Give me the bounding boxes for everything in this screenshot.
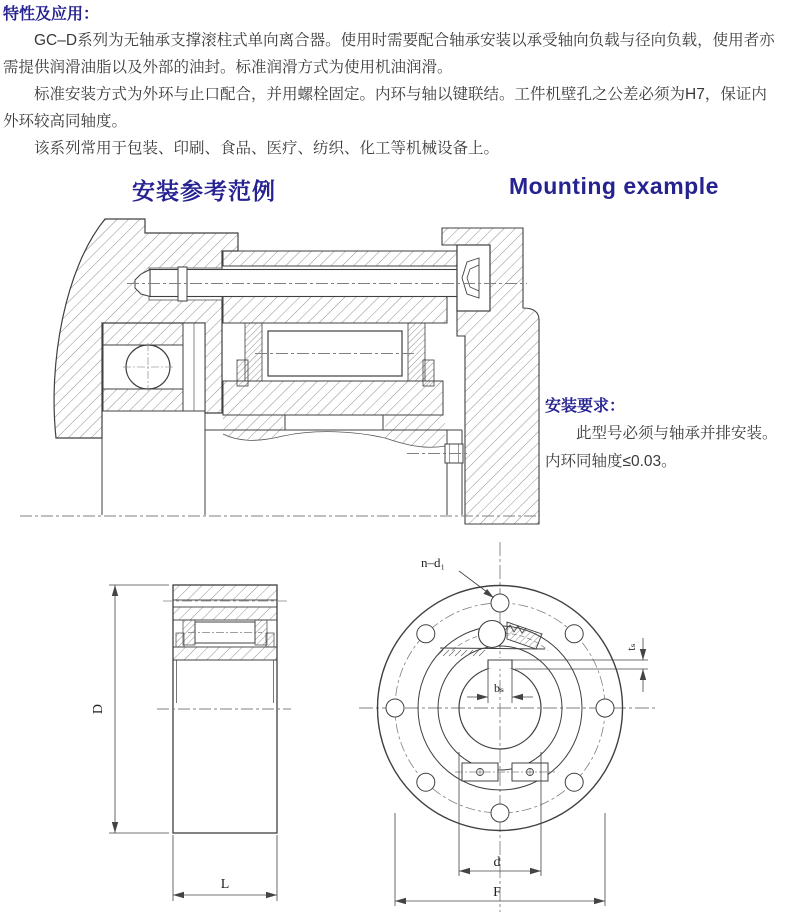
intro-line-4: 外环较高同轴度。: [3, 113, 128, 130]
shaft-key: [285, 415, 383, 430]
support-bearing: [103, 323, 183, 411]
label-length: L: [220, 877, 230, 892]
side-view-drawing: [85, 555, 305, 913]
mounting-example-drawing: [15, 208, 545, 538]
label-keyway-depth: tₛ: [624, 643, 638, 651]
label-pitch-circle: F: [493, 885, 501, 900]
mounting-requirements: [545, 394, 795, 476]
mounting-requirements-line-2: 内环同轴度≤0.03。: [545, 453, 677, 470]
section-title-zh: 安装参考范例: [132, 178, 276, 204]
intro-line-5: 该系列常用于包装、印刷、食品、医疗、纺织、化工等机械设备上。: [34, 140, 500, 157]
label-keyway-width: bₛ: [493, 681, 505, 695]
keyway: [488, 658, 512, 669]
spacer-sleeve: [183, 323, 205, 411]
intro-line-1: GC–D系列为无轴承支撑滚柱式单向离合器。使用时需要配合轴承安装以承受轴向负载与径向负载，使用者亦: [34, 32, 775, 49]
dimension-bolt-holes: [459, 571, 494, 598]
mounting-requirements-line-1: 此型号必须与轴承并排安装。: [576, 425, 778, 442]
front-view-drawing: [355, 540, 665, 913]
label-outer-diameter: D: [91, 703, 106, 715]
label-bolt-holes: n–d₁: [421, 555, 446, 570]
cam-roller: [479, 621, 506, 648]
label-bore-diameter: d: [493, 855, 501, 870]
section-title-en: Mounting example: [509, 173, 719, 199]
cam-roller-detail: [437, 621, 548, 657]
intro-line-2: 需提供润滑油脂以及外部的油封。标准润滑方式为使用机油润滑。: [3, 59, 453, 76]
features-section: [3, 3, 798, 162]
features-heading: 特性及应用：: [3, 6, 100, 23]
cam-wedge: [507, 622, 542, 649]
clutch-inner-ring: [223, 381, 443, 415]
intro-line-3: 标准安装方式为外环与止口配合，并用螺栓固定。内环与轴以键联结。工件机壁孔之公差必须为H7，保证内: [34, 86, 767, 103]
retainer-tabs: [455, 763, 555, 781]
mounting-requirements-heading: 安装要求：: [545, 398, 626, 415]
